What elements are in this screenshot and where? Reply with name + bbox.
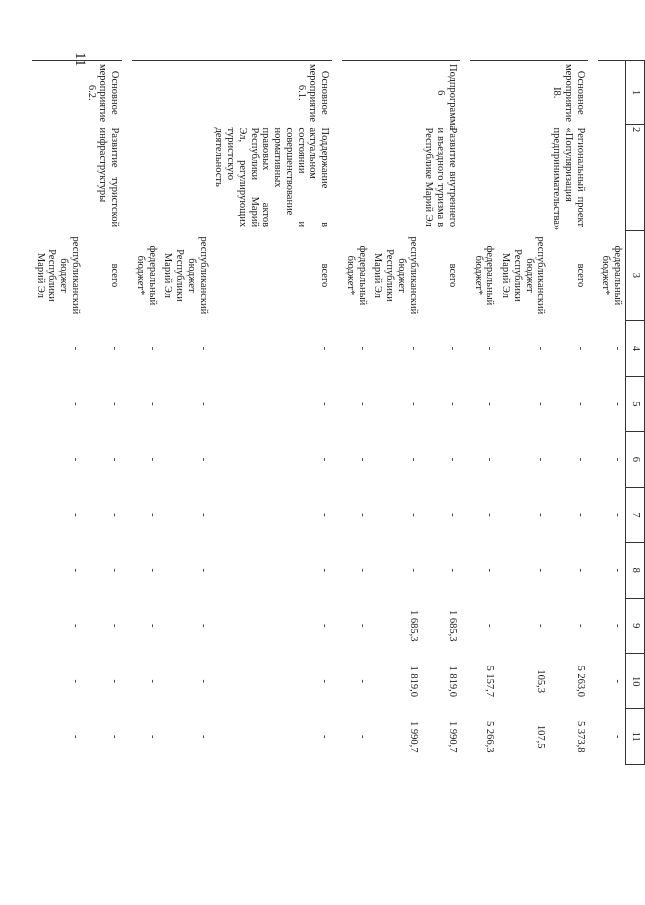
value-cell-col-7: - <box>146 513 158 517</box>
value-cell-col-9: 1 685,3 <box>447 609 458 642</box>
value-cell-col-5: - <box>447 402 458 406</box>
funding-source-cell: всего <box>319 263 331 288</box>
value-cell-col-6: - <box>484 457 496 462</box>
value-cell-col-7: - <box>356 513 368 517</box>
value-cell-col-7: - <box>70 513 81 517</box>
header-cell-9: 9 <box>626 598 645 653</box>
value-cell-col-4: - <box>109 346 121 351</box>
activity-code-cell <box>132 61 160 125</box>
funding-source-cell: всего <box>447 263 458 288</box>
value-cell-col-4: - <box>574 346 586 351</box>
value-cell-col-4: - <box>70 346 81 351</box>
activity-code-cell <box>160 61 211 125</box>
value-cell-col-7: - <box>109 513 121 517</box>
value-cell-col-8: - <box>447 568 458 573</box>
value-cell-col-8: - <box>535 568 547 573</box>
value-cell-col-11: 1 990,7 <box>407 720 419 753</box>
value-cell-col-11: - <box>612 734 624 739</box>
value-cell-col-5: - <box>535 402 547 406</box>
table-row <box>132 61 160 765</box>
value-cell-col-7: - <box>319 513 331 517</box>
activity-code-cell: Основное мероприятие I8. <box>549 61 588 125</box>
value-cell-col-8: - <box>319 568 331 573</box>
header-cell-8: 8 <box>626 543 645 598</box>
header-cell-1: 1 <box>626 61 645 125</box>
value-cell-col-10: 5 157,7 <box>484 665 496 697</box>
activity-code-cell <box>470 61 498 125</box>
header-cell-5: 5 <box>626 376 645 431</box>
table-row <box>498 61 549 765</box>
table-row <box>598 61 626 765</box>
value-cell-col-4: - <box>612 346 624 351</box>
activity-name-cell <box>470 125 498 231</box>
value-cell-col-4: - <box>447 346 458 351</box>
value-cell-col-11: - <box>109 734 121 739</box>
table-row <box>470 61 498 765</box>
value-cell-col-10: - <box>319 679 331 683</box>
activity-code-cell: Подпрограмма 6 <box>421 61 460 125</box>
value-cell-col-4: - <box>484 346 496 351</box>
value-cell-col-6: - <box>146 457 158 462</box>
activity-name-cell <box>160 125 211 231</box>
table-body <box>32 61 626 765</box>
value-cell-col-11: 107,5 <box>535 724 547 749</box>
table-row <box>421 61 460 765</box>
activity-name-cell <box>498 125 549 231</box>
value-cell-col-10: 1 819,0 <box>447 665 458 697</box>
header-cell-6: 6 <box>626 432 645 487</box>
header-cell-11: 11 <box>626 709 645 765</box>
value-cell-col-7: - <box>447 513 458 517</box>
activity-name-cell <box>370 125 421 231</box>
value-cell-col-8: - <box>197 568 209 573</box>
value-cell-col-9: - <box>535 623 547 628</box>
value-cell-col-4: - <box>407 346 419 351</box>
value-cell-col-10: - <box>356 679 368 683</box>
value-cell-col-11: - <box>356 734 368 739</box>
value-cell-col-4: - <box>197 346 209 351</box>
header-cell-3: 3 <box>626 230 645 321</box>
table-row <box>83 61 122 765</box>
value-cell-col-9: - <box>146 623 158 628</box>
value-cell-col-10: - <box>109 679 121 683</box>
value-cell-col-11: 5 266,3 <box>484 720 496 753</box>
value-cell-col-6: - <box>356 457 368 462</box>
activity-code-cell: Основное мероприятие 6.1. <box>211 61 333 125</box>
value-cell-col-7: - <box>484 513 496 517</box>
value-cell-col-5: - <box>612 402 624 406</box>
value-cell-col-11: 5 373,8 <box>574 720 586 753</box>
value-cell-col-6: - <box>447 457 458 462</box>
value-cell-col-4: - <box>319 346 331 351</box>
value-cell-col-9: - <box>70 623 81 628</box>
value-cell-col-7: - <box>612 513 624 517</box>
value-cell-col-11: - <box>70 734 81 739</box>
value-cell-col-9: - <box>574 623 586 628</box>
value-cell-col-9: - <box>319 623 331 628</box>
value-cell-col-7: - <box>407 513 419 517</box>
funding-source-cell: республиканский бюджет Республики Марий Эл <box>372 236 419 315</box>
value-cell-col-9: 1 685,3 <box>407 609 419 642</box>
table-row <box>211 61 333 765</box>
value-cell-col-9: - <box>109 623 121 628</box>
value-cell-col-8: - <box>612 568 624 573</box>
value-cell-col-6: - <box>319 457 331 462</box>
funding-source-cell: федеральный бюджет* <box>472 245 496 306</box>
value-cell-col-11: - <box>146 734 158 739</box>
value-cell-col-9: - <box>484 623 496 628</box>
value-cell-col-4: - <box>535 346 547 351</box>
value-cell-col-8: - <box>146 568 158 573</box>
value-cell-col-6: - <box>197 457 209 462</box>
value-cell-col-8: - <box>574 568 586 573</box>
table-row <box>32 61 83 765</box>
header-cell-2: 2 <box>626 125 645 231</box>
value-cell-col-5: - <box>484 402 496 406</box>
funding-source-cell: республиканский бюджет Республики Марий Эл <box>34 236 81 315</box>
value-cell-col-6: - <box>612 457 624 462</box>
table-header-row <box>626 61 645 765</box>
value-cell-col-8: - <box>109 568 121 573</box>
funding-source-cell: всего <box>109 263 121 288</box>
table-row <box>549 61 588 765</box>
value-cell-col-8: - <box>70 568 81 573</box>
value-cell-col-5: - <box>70 402 81 406</box>
value-cell-col-10: - <box>146 679 158 683</box>
value-cell-col-9: - <box>197 623 209 628</box>
value-cell-col-5: - <box>109 402 121 406</box>
value-cell-col-5: - <box>574 402 586 406</box>
activity-name-cell: Развитие туристской инфраструктуры <box>97 127 121 228</box>
header-cell-4: 4 <box>626 321 645 376</box>
activity-code-cell <box>370 61 421 125</box>
value-cell-col-6: - <box>407 457 419 462</box>
activity-name-cell <box>132 125 160 231</box>
value-cell-col-5: - <box>319 402 331 406</box>
value-cell-col-5: - <box>407 402 419 406</box>
value-cell-col-10: - <box>197 679 209 683</box>
header-cell-10: 10 <box>626 653 645 708</box>
activity-code-cell: Основное мероприятие 6.2. <box>83 61 122 125</box>
value-cell-col-9: - <box>612 623 624 628</box>
value-cell-col-7: - <box>197 513 209 517</box>
value-cell-col-11: - <box>319 734 331 739</box>
value-cell-col-4: - <box>356 346 368 351</box>
funding-source-cell: республиканский бюджет Республики Марий Эл <box>500 236 547 315</box>
value-cell-col-9: - <box>356 623 368 628</box>
value-cell-col-5: - <box>356 402 368 406</box>
activity-name-cell: Региональный проект «Популяризация предпринимательства» <box>551 127 586 231</box>
value-cell-col-6: - <box>535 457 547 462</box>
value-cell-col-5: - <box>197 402 209 406</box>
value-cell-col-6: - <box>574 457 586 462</box>
value-cell-col-10: - <box>70 679 81 683</box>
funding-source-cell: республиканский бюджет Республики Марий Эл <box>162 236 209 315</box>
activity-name-cell: Развитие внутреннего и въездного туризма в Республике Марий Эл <box>423 127 458 228</box>
table-row <box>160 61 211 765</box>
value-cell-col-10: 105,3 <box>535 669 547 693</box>
table-row <box>370 61 421 765</box>
budget-table-rotated <box>34 60 645 765</box>
activity-name-cell <box>342 125 370 231</box>
activity-code-cell <box>32 61 83 125</box>
header-cell-7: 7 <box>626 487 645 542</box>
page-number: 11 <box>72 52 88 67</box>
value-cell-col-6: - <box>109 457 121 462</box>
activity-name-cell: Поддержание в актуальном состоянии и совершенствование нормативных правовых актов Республики Марий Эл, регулирующих туристскую деятельность <box>213 127 331 228</box>
value-cell-col-10: 1 819,0 <box>407 665 419 697</box>
value-cell-col-4: - <box>146 346 158 351</box>
funding-source-cell: федеральный бюджет* <box>600 245 624 306</box>
value-cell-col-5: - <box>146 402 158 406</box>
activity-code-cell <box>598 61 626 125</box>
value-cell-col-7: - <box>535 513 547 517</box>
value-cell-col-8: - <box>484 568 496 573</box>
value-cell-col-10: - <box>612 679 624 683</box>
value-cell-col-11: 1 990,7 <box>447 720 458 753</box>
funding-source-cell: всего <box>574 263 586 288</box>
table-row <box>342 61 370 765</box>
value-cell-col-8: - <box>356 568 368 573</box>
funding-source-cell: федеральный бюджет* <box>135 245 158 306</box>
activity-code-cell <box>498 61 549 125</box>
activity-code-cell <box>342 61 370 125</box>
funding-source-cell: федеральный бюджет* <box>345 245 368 306</box>
budget-table <box>32 60 645 765</box>
value-cell-col-8: - <box>407 568 419 573</box>
value-cell-col-7: - <box>574 513 586 517</box>
activity-name-cell <box>598 125 626 231</box>
value-cell-col-11: - <box>197 734 209 739</box>
activity-name-cell <box>32 125 83 231</box>
value-cell-col-6: - <box>70 457 81 462</box>
value-cell-col-10: 5 263,0 <box>574 665 586 697</box>
